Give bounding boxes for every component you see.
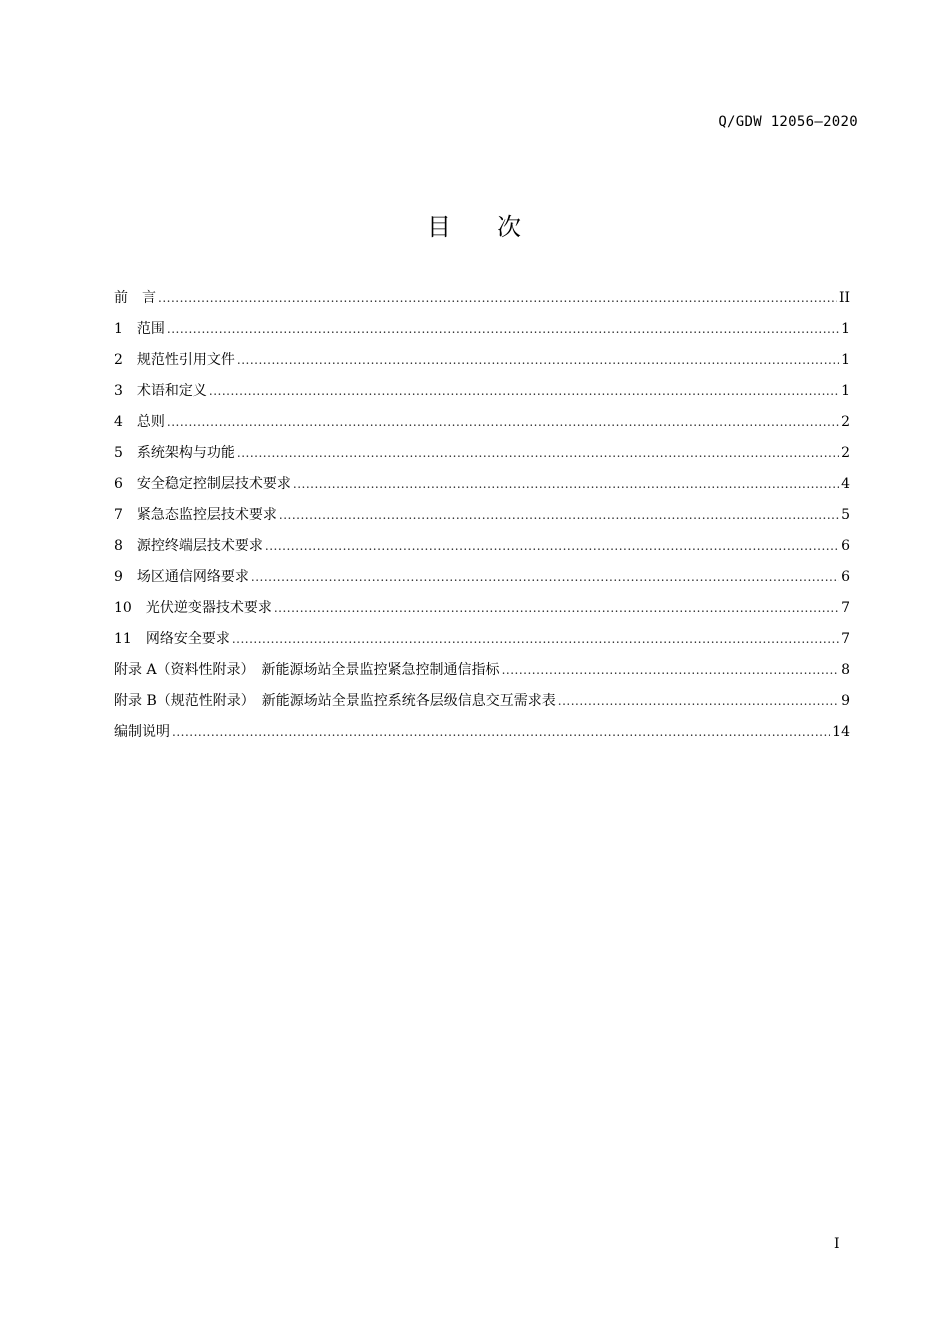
toc-entry-label: 8 源控终端层技术要求: [114, 538, 263, 554]
toc-entry-label: 1 范围: [114, 321, 165, 337]
toc-dot-leader: [237, 438, 839, 469]
toc-entry[interactable]: [114, 655, 850, 686]
toc-dot-leader: [232, 624, 839, 655]
toc-dot-leader: [251, 562, 839, 593]
toc-dot-leader: [265, 531, 839, 562]
toc-entry-label: 附录 A（资料性附录） 新能源场站全景监控紧急控制通信指标: [114, 662, 500, 678]
toc-entry-label: 2 规范性引用文件: [114, 352, 235, 368]
toc-entry-page: 6: [841, 538, 850, 554]
toc-entry[interactable]: [114, 345, 850, 376]
toc-entry-label: 附录 B（规范性附录） 新能源场站全景监控系统各层级信息交互需求表: [114, 693, 556, 709]
toc-dot-leader: [237, 345, 839, 376]
toc-entry-page: 2: [841, 445, 850, 461]
toc-entry-page: 8: [841, 662, 850, 678]
toc-entry[interactable]: [114, 314, 850, 345]
toc-entry-page: 6: [841, 569, 850, 585]
toc-dot-leader: [502, 655, 840, 686]
toc-entry[interactable]: [114, 562, 850, 593]
toc-entry-page: 9: [841, 693, 850, 709]
standard-code: Q/GDW 12056—2020: [718, 114, 858, 130]
toc-dot-leader: [167, 314, 839, 345]
toc-entry-page: II: [838, 290, 850, 306]
toc-entry-label: 3 术语和定义: [114, 383, 207, 399]
toc-entry[interactable]: [114, 531, 850, 562]
toc-entry-page: 7: [841, 600, 850, 616]
toc-dot-leader: [558, 686, 839, 717]
toc-entry[interactable]: [114, 593, 850, 624]
toc-entry-label: 4 总则: [114, 414, 165, 430]
toc-entry-label: 编制说明: [114, 724, 170, 740]
toc-entry[interactable]: [114, 376, 850, 407]
toc-dot-leader: [293, 469, 839, 500]
toc-dot-leader: [279, 500, 839, 531]
toc-dot-leader: [167, 407, 839, 438]
toc-entry-page: 4: [841, 476, 850, 492]
toc-entry[interactable]: [114, 686, 850, 717]
toc-entry-page: 1: [841, 321, 850, 337]
toc-entry-page: 14: [832, 724, 850, 740]
toc-entry-page: 1: [841, 383, 850, 399]
toc-entry-page: 1: [841, 352, 850, 368]
toc-title: [0, 207, 950, 242]
toc-entry-label: 7 紧急态监控层技术要求: [114, 507, 277, 523]
toc-entry-page: 2: [841, 414, 850, 430]
toc-entry[interactable]: [114, 407, 850, 438]
toc-entry[interactable]: [114, 283, 850, 314]
toc-dot-leader: [209, 376, 839, 407]
toc-entry[interactable]: [114, 717, 850, 748]
page-number: I: [834, 1236, 840, 1252]
toc-entry[interactable]: [114, 500, 850, 531]
toc-title-part2: 次: [497, 213, 523, 241]
toc-title-part1: 目: [427, 213, 453, 241]
toc-dot-leader: [172, 717, 830, 748]
toc-entry[interactable]: [114, 624, 850, 655]
toc-entry-label: 6 安全稳定控制层技术要求: [114, 476, 291, 492]
toc-entry-label: 11 网络安全要求: [114, 631, 230, 647]
toc-entry-label: 9 场区通信网络要求: [114, 569, 249, 585]
toc-entry-page: 7: [841, 631, 850, 647]
toc-entry[interactable]: [114, 438, 850, 469]
toc-entry-page: 5: [841, 507, 850, 523]
toc-entry[interactable]: [114, 469, 850, 500]
toc-entry-label: 前 言: [114, 290, 156, 306]
toc-dot-leader: [158, 283, 837, 314]
toc-list: [114, 283, 850, 748]
toc-entry-label: 10 光伏逆变器技术要求: [114, 600, 272, 616]
toc-dot-leader: [274, 593, 839, 624]
toc-entry-label: 5 系统架构与功能: [114, 445, 235, 461]
